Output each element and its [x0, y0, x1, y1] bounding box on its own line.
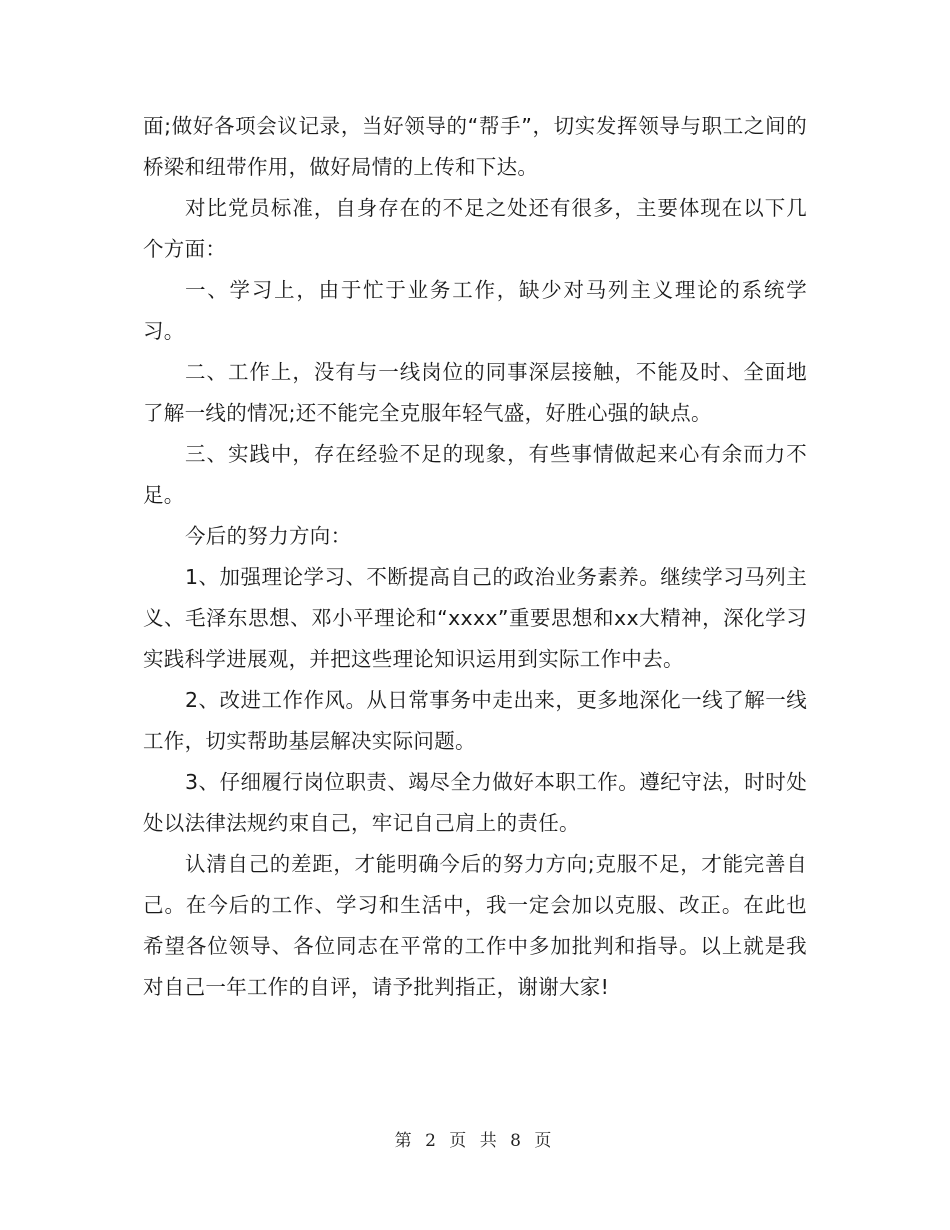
- paragraph-2: 对比党员标准，自身存在的不足之处还有很多，主要体现在以下几个方面：: [143, 196, 807, 261]
- paragraph-9: 3、仔细履行岗位职责、竭尽全力做好本职工作。遵纪守法，时时处处以法律法规约束自己，牢记自己肩上的责任。: [143, 770, 807, 835]
- paragraph-5: 三、实践中，存在经验不足的现象，有些事情做起来心有余而力不足。: [143, 442, 807, 507]
- paragraph-1: 面;做好各项会议记录，当好领导的“帮手”，切实发挥领导与职工之间的桥梁和纽带作用，做好局情的上传和下达。: [143, 114, 807, 179]
- paragraph-10: 认清自己的差距，才能明确今后的努力方向;克服不足，才能完善自己。在今后的工作、学习和生活中，我一定会加以克服、改正。在此也希望各位领导、各位同志在平常的工作中多加批判和指导。以上就是我对自己一年工作的自评，请予批判指正，谢谢大家!: [143, 852, 807, 999]
- paragraph-6: 今后的努力方向：: [185, 524, 352, 548]
- page-number-label: 第 2 页 共 8 页: [394, 1131, 556, 1151]
- paragraph-4: 二、工作上，没有与一线岗位的同事深层接触，不能及时、全面地了解一线的情况;还不能完全克服年轻气盛，好胜心强的缺点。: [143, 360, 807, 425]
- paragraph-3: 一、学习上，由于忙于业务工作，缺少对马列主义理论的系统学习。: [143, 278, 807, 343]
- paragraph-8: 2、改进工作作风。从日常事务中走出来，更多地深化一线了解一线工作，切实帮助基层解决实际问题。: [143, 688, 807, 753]
- page-footer: [0, 1126, 950, 1151]
- paragraph-7: 1、加强理论学习、不断提高自己的政治业务素养。继续学习马列主义、毛泽东思想、邓小平理论和“xxxx”重要思想和xx大精神，深化学习实践科学进展观，并把这些理论知识运用到实际工作中去。: [143, 565, 807, 671]
- document-body: [143, 106, 807, 1008]
